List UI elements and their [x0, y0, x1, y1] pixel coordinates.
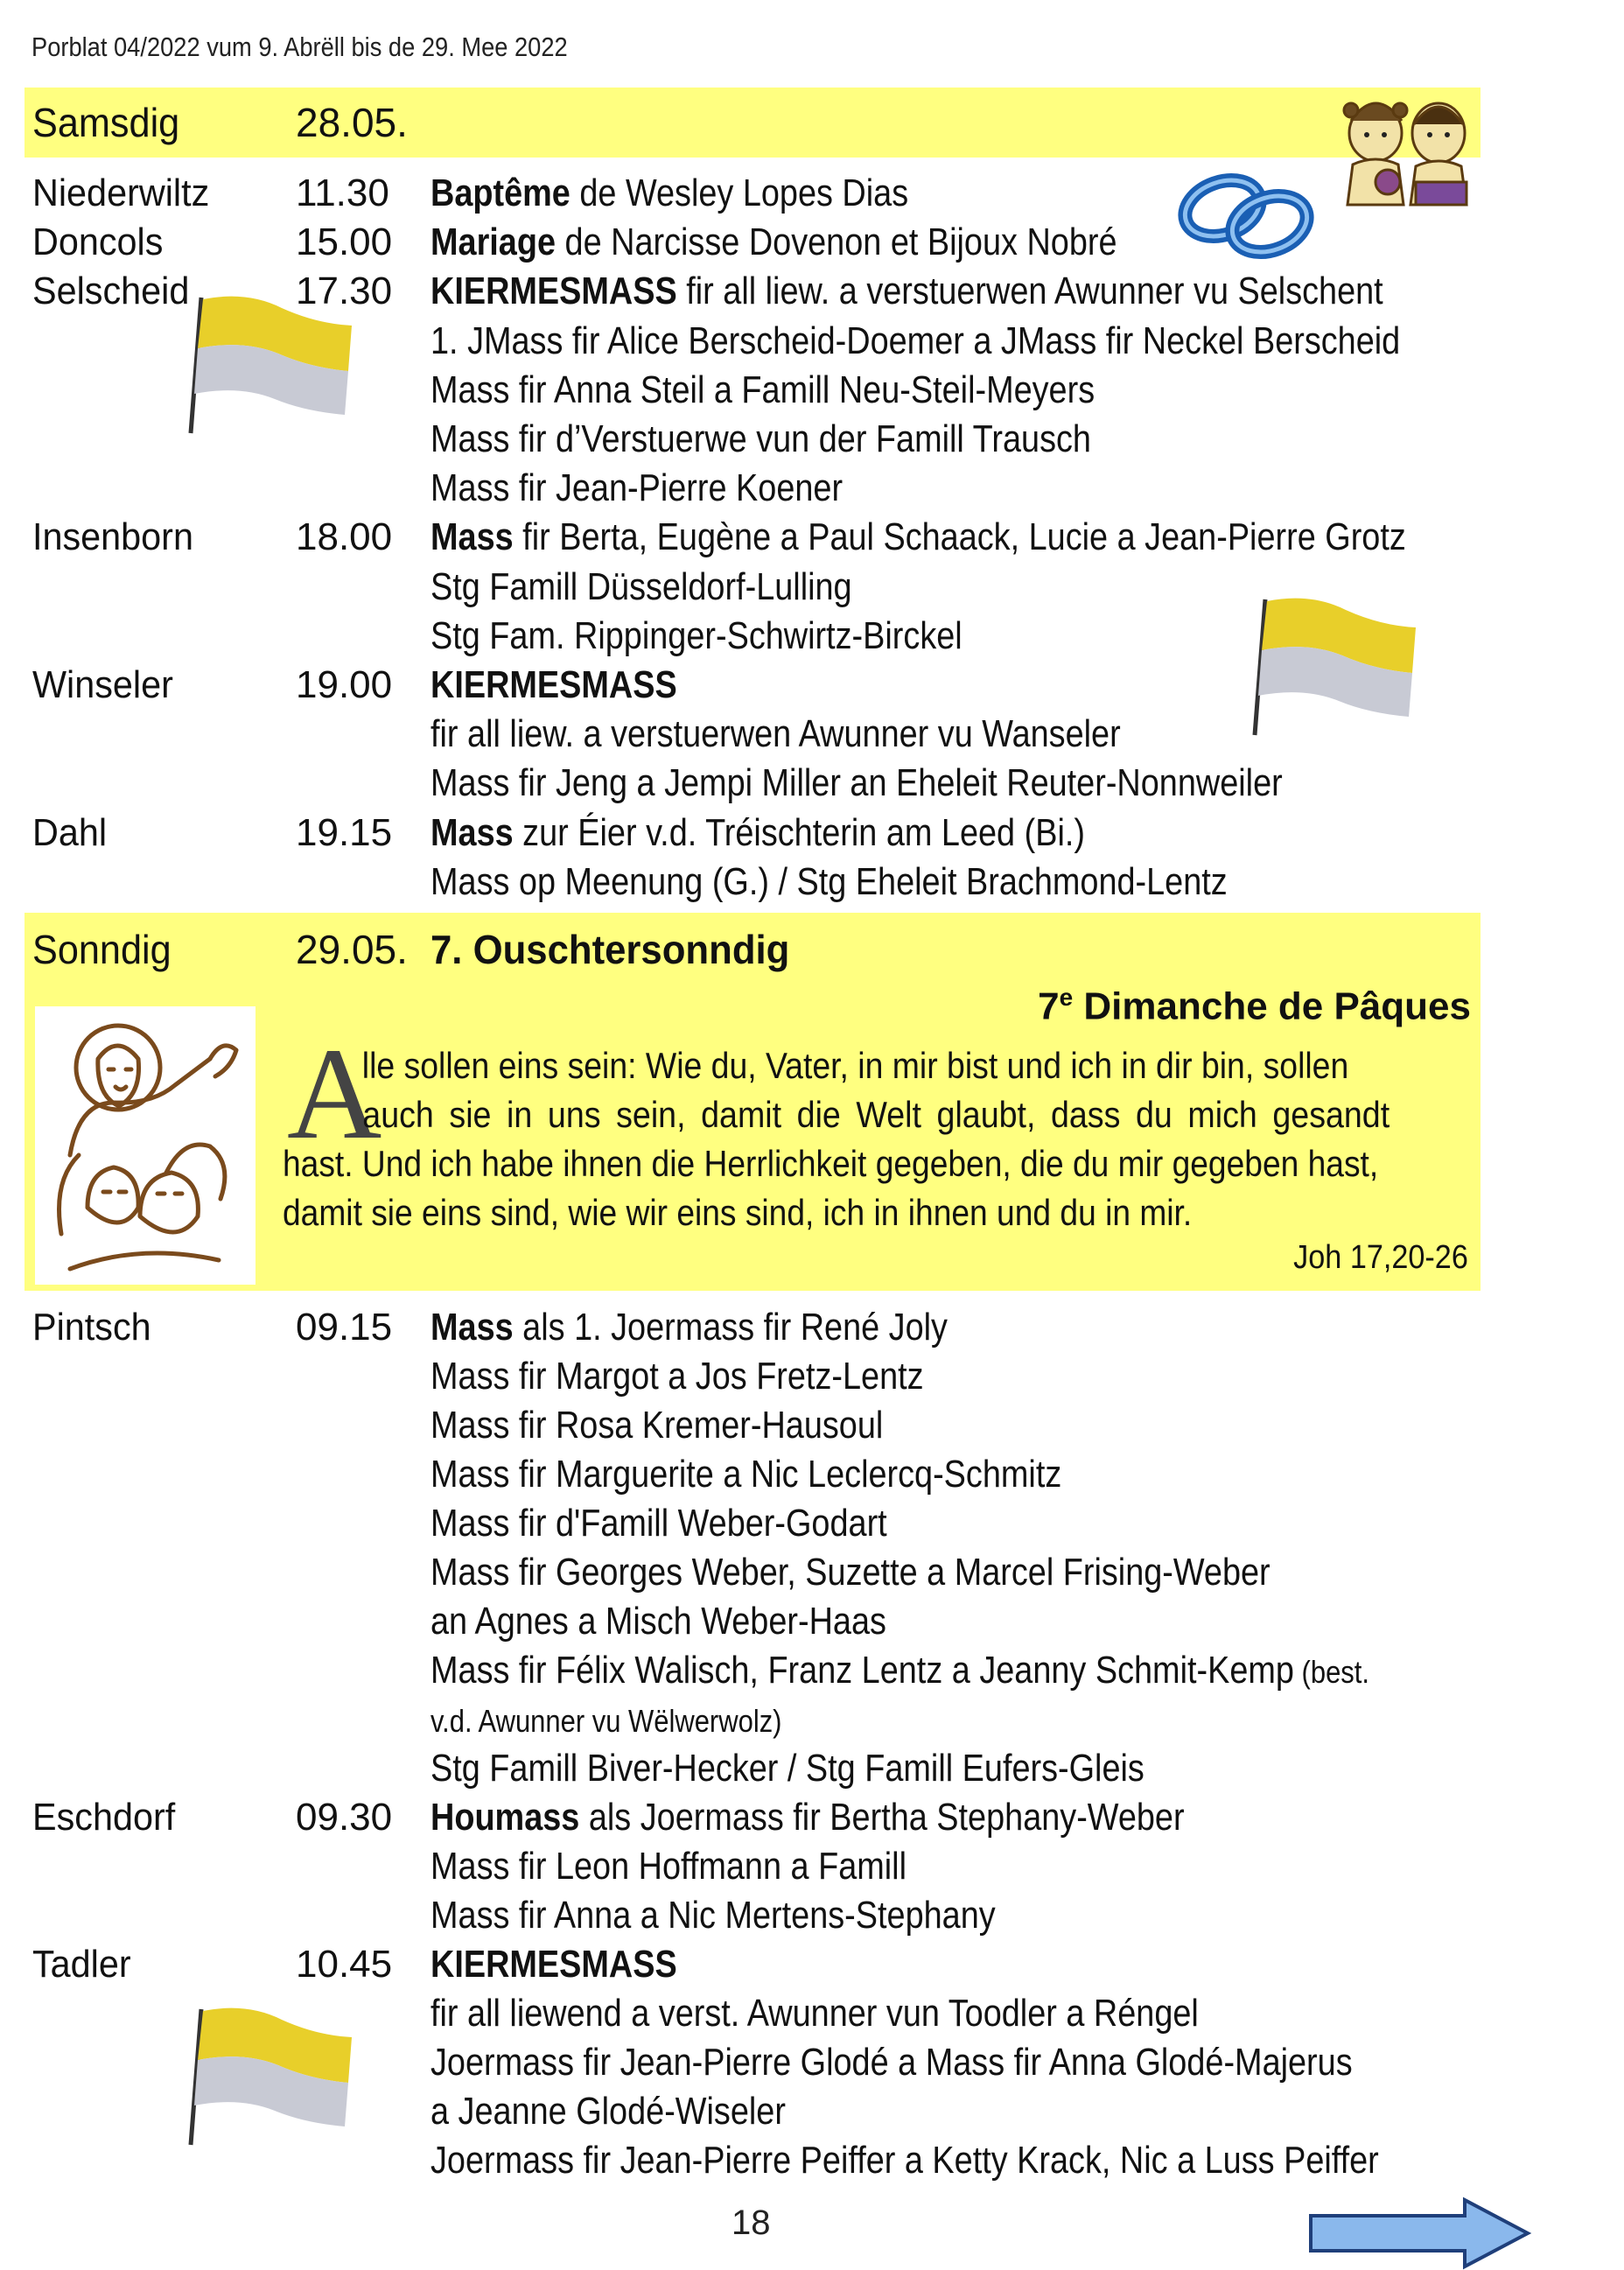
mass-time: 11.30 — [296, 172, 389, 214]
location: Selscheid — [32, 270, 190, 313]
mass-time: 09.15 — [296, 1306, 393, 1349]
mass-time: 15.00 — [296, 221, 393, 264]
schedule-row — [0, 1401, 1624, 1450]
schedule-row — [0, 759, 1624, 808]
mass-intention: als 1. Joermass fir René Joly — [513, 1306, 948, 1349]
mass-description — [430, 1842, 906, 1893]
mass-description — [430, 1891, 996, 1942]
mass-description — [430, 1352, 924, 1403]
mass-description — [430, 2038, 1353, 2089]
schedule-row — [0, 1793, 1624, 1842]
location: Tadler — [32, 1943, 131, 1986]
sunday-title: 7. Ouschtersonndig — [430, 927, 790, 972]
mass-description — [430, 1695, 781, 1746]
wedding-rings-icon — [1168, 158, 1326, 271]
mass-description — [430, 1401, 883, 1452]
schedule-row — [0, 1695, 1624, 1744]
quote-line: lle sollen eins sein: Wie du, Vater, in mir bist und ich in dir bin, sollen — [361, 1045, 1349, 1086]
jesus-disciples-illustration — [35, 1006, 256, 1285]
schedule-row — [0, 1548, 1624, 1597]
mass-description — [430, 1499, 887, 1550]
mass-description — [430, 513, 1406, 564]
page-header: Porblat 04/2022 vum 9. Abrëll bis de 29. Mee 2022 — [32, 32, 568, 62]
location: Insenborn — [32, 515, 193, 559]
mass-intention: Mass fir d’Verstuerwe vun der Famill Trausch — [430, 417, 1091, 460]
quote-line: damit sie eins sind, wie wir eins sind, ich in ihnen und du in mir. — [283, 1192, 1193, 1233]
mass-intention: 1. JMass fir Alice Berscheid-Doemer a JMass fir Neckel Berscheid — [430, 319, 1401, 362]
schedule-row — [0, 1744, 1624, 1793]
location: Doncols — [32, 221, 164, 264]
schedule-row — [0, 858, 1624, 907]
mass-description — [430, 2087, 786, 2138]
sunday-day: Sonndig — [32, 927, 172, 972]
mass-intention: Mass fir Félix Walisch, Franz Lentz a Jeanny Schmit-Kemp — [430, 1649, 1294, 1692]
saturday-date: 28.05. — [296, 100, 408, 145]
mass-description — [430, 1450, 1061, 1501]
mass-intention: de Narcisse Dovenon et Bijoux Nobré — [556, 221, 1117, 264]
schedule-row — [0, 1303, 1624, 1352]
mass-type: Mass — [430, 1306, 514, 1349]
mass-time: 10.45 — [296, 1943, 393, 1986]
mass-intention: an Agnes a Misch Weber-Haas — [430, 1600, 886, 1643]
mass-intention: Mass fir Anna Steil a Famill Neu-Steil-Meyers — [430, 368, 1096, 411]
quote-line: auch sie in uns sein, damit die Welt glaubt, dass du mich gesandt — [362, 1094, 1390, 1135]
mass-description — [430, 169, 908, 220]
sunday-date: 29.05. — [296, 927, 408, 972]
mass-description — [430, 267, 1383, 318]
mass-time: 18.00 — [296, 515, 393, 559]
schedule-row — [0, 1597, 1624, 1646]
mass-intention: fir all liewend a verst. Awunner vun Toodler a Réngel — [430, 1992, 1199, 2035]
mass-intention: Mass fir Rosa Kremer-Hausoul — [430, 1404, 884, 1447]
sunday-heading — [0, 925, 1624, 974]
gospel-quote — [283, 1041, 1469, 1237]
mass-description — [430, 1989, 1199, 2040]
schedule-row — [0, 1891, 1624, 1940]
mass-description — [430, 1646, 1369, 1697]
mass-type: Houmass — [430, 1796, 580, 1839]
schedule-row — [0, 809, 1624, 858]
mass-description — [430, 218, 1117, 269]
children-couple-icon — [1332, 95, 1480, 208]
mass-type: Mariage — [430, 221, 556, 264]
mass-intention: zur Éier v.d. Tréischterin am Leed (Bi.) — [513, 810, 1085, 854]
mass-description — [430, 612, 962, 662]
mass-intention: Stg Famill Biver-Hecker / Stg Famill Eufers-Gleis — [430, 1747, 1144, 1790]
mass-type: Baptême — [430, 172, 570, 214]
quote-line: hast. Und ich habe ihnen die Herrlichkeit gegeben, die du mir gegeben hast, — [283, 1143, 1379, 1184]
mass-description — [430, 415, 1091, 466]
mass-description — [430, 464, 843, 515]
mass-intention: Mass op Meenung (G.) / Stg Eheleit Brachmond-Lentz — [430, 859, 1228, 903]
mass-intention: Mass fir Marguerite a Nic Leclercq-Schmitz — [430, 1453, 1062, 1496]
mass-intention: fir Berta, Eugène a Paul Schaack, Lucie a Jean-Pierre Grotz — [513, 515, 1406, 559]
mass-description — [430, 759, 1283, 809]
mass-description — [430, 2136, 1379, 2187]
page-number: 18 — [732, 2203, 771, 2242]
mass-description — [430, 858, 1228, 908]
mass-intention: Mass fir Anna a Nic Mertens-Stephany — [430, 1894, 996, 1937]
location: Winseler — [32, 663, 173, 706]
mass-intention: Stg Famill Düsseldorf-Lulling — [430, 564, 852, 608]
mass-intention: Mass fir Jean-Pierre Koener — [430, 466, 844, 510]
mass-intention: de Wesley Lopes Dias — [570, 172, 909, 214]
mass-description — [430, 317, 1400, 368]
location: Niederwiltz — [32, 172, 210, 214]
mass-description — [430, 710, 1121, 760]
mass-description — [430, 1597, 886, 1648]
french-title-num: 7 — [1038, 984, 1060, 1028]
mass-intention: Stg Fam. Rippinger-Schwirtz-Birckel — [430, 613, 962, 657]
schedule-row — [0, 218, 1624, 267]
mass-time: 19.15 — [296, 810, 393, 854]
schedule-row — [0, 464, 1624, 513]
mass-type: KIERMESMASS — [430, 663, 677, 706]
mass-intention: Mass fir Georges Weber, Suzette a Marcel Frising-Weber — [430, 1551, 1270, 1594]
papal-flag-icon — [186, 2000, 360, 2149]
schedule-row — [0, 1499, 1624, 1548]
location: Eschdorf — [32, 1796, 176, 1839]
next-page-arrow-icon[interactable] — [1307, 2196, 1535, 2270]
mass-intention: Joermass fir Jean-Pierre Glodé a Mass fir Anna Glodé-Majerus — [430, 2041, 1353, 2084]
mass-type: Mass — [430, 810, 514, 854]
mass-time: 19.00 — [296, 663, 393, 706]
mass-description — [430, 366, 1095, 417]
mass-note: (best. — [1293, 1654, 1369, 1690]
quote-dropcap: A — [287, 1021, 382, 1167]
location: Dahl — [32, 810, 108, 854]
saturday-day: Samsdig — [32, 100, 180, 145]
mass-intention: Mass fir d'Famill Weber-Godart — [430, 1502, 887, 1545]
french-title-text: Dimanche de Pâques — [1073, 984, 1471, 1028]
french-title — [1038, 973, 1471, 1032]
mass-description — [430, 1744, 1144, 1795]
mass-type: KIERMESMASS — [430, 1943, 677, 1986]
mass-description — [430, 809, 1085, 859]
papal-flag-icon — [186, 289, 360, 438]
mass-intention: Mass fir Margot a Jos Fretz-Lentz — [430, 1355, 924, 1398]
mass-intention: Mass fir Leon Hoffmann a Famill — [430, 1845, 906, 1888]
mass-intention: a Jeanne Glodé-Wiseler — [430, 2090, 786, 2133]
schedule-row — [0, 1940, 1624, 1989]
quote-source: Joh 17,20-26 — [1293, 1239, 1468, 1276]
mass-time: 09.30 — [296, 1796, 393, 1839]
schedule-row — [0, 1450, 1624, 1499]
schedule-row — [0, 1352, 1624, 1401]
mass-intention: fir all liew. a verstuerwen Awunner vu Wanseler — [430, 712, 1121, 756]
schedule-row — [0, 513, 1624, 562]
mass-intention: Mass fir Jeng a Jempi Miller an Eheleit Reuter-Nonnweiler — [430, 761, 1283, 805]
mass-type: KIERMESMASS — [430, 270, 677, 313]
mass-description — [430, 563, 852, 613]
mass-description — [430, 1940, 677, 1991]
mass-description — [430, 1548, 1270, 1599]
schedule-row — [0, 1842, 1624, 1891]
mass-description — [430, 661, 677, 711]
mass-type: Mass — [430, 515, 514, 559]
mass-description — [430, 1793, 1185, 1844]
mass-intention: als Joermass fir Bertha Stephany-Weber — [579, 1796, 1185, 1839]
mass-note: v.d. Awunner vu Wëlwerwolz) — [430, 1703, 782, 1739]
schedule-row — [0, 1646, 1624, 1695]
papal-flag-icon — [1250, 591, 1424, 739]
mass-intention: Joermass fir Jean-Pierre Peiffer a Ketty Krack, Nic a Luss Peiffer — [430, 2139, 1379, 2182]
mass-time: 17.30 — [296, 270, 393, 313]
location: Pintsch — [32, 1306, 151, 1349]
mass-description — [430, 1303, 948, 1354]
french-title-sup: e — [1059, 984, 1074, 1011]
mass-intention: fir all liew. a verstuerwen Awunner vu Selschent — [676, 270, 1383, 313]
